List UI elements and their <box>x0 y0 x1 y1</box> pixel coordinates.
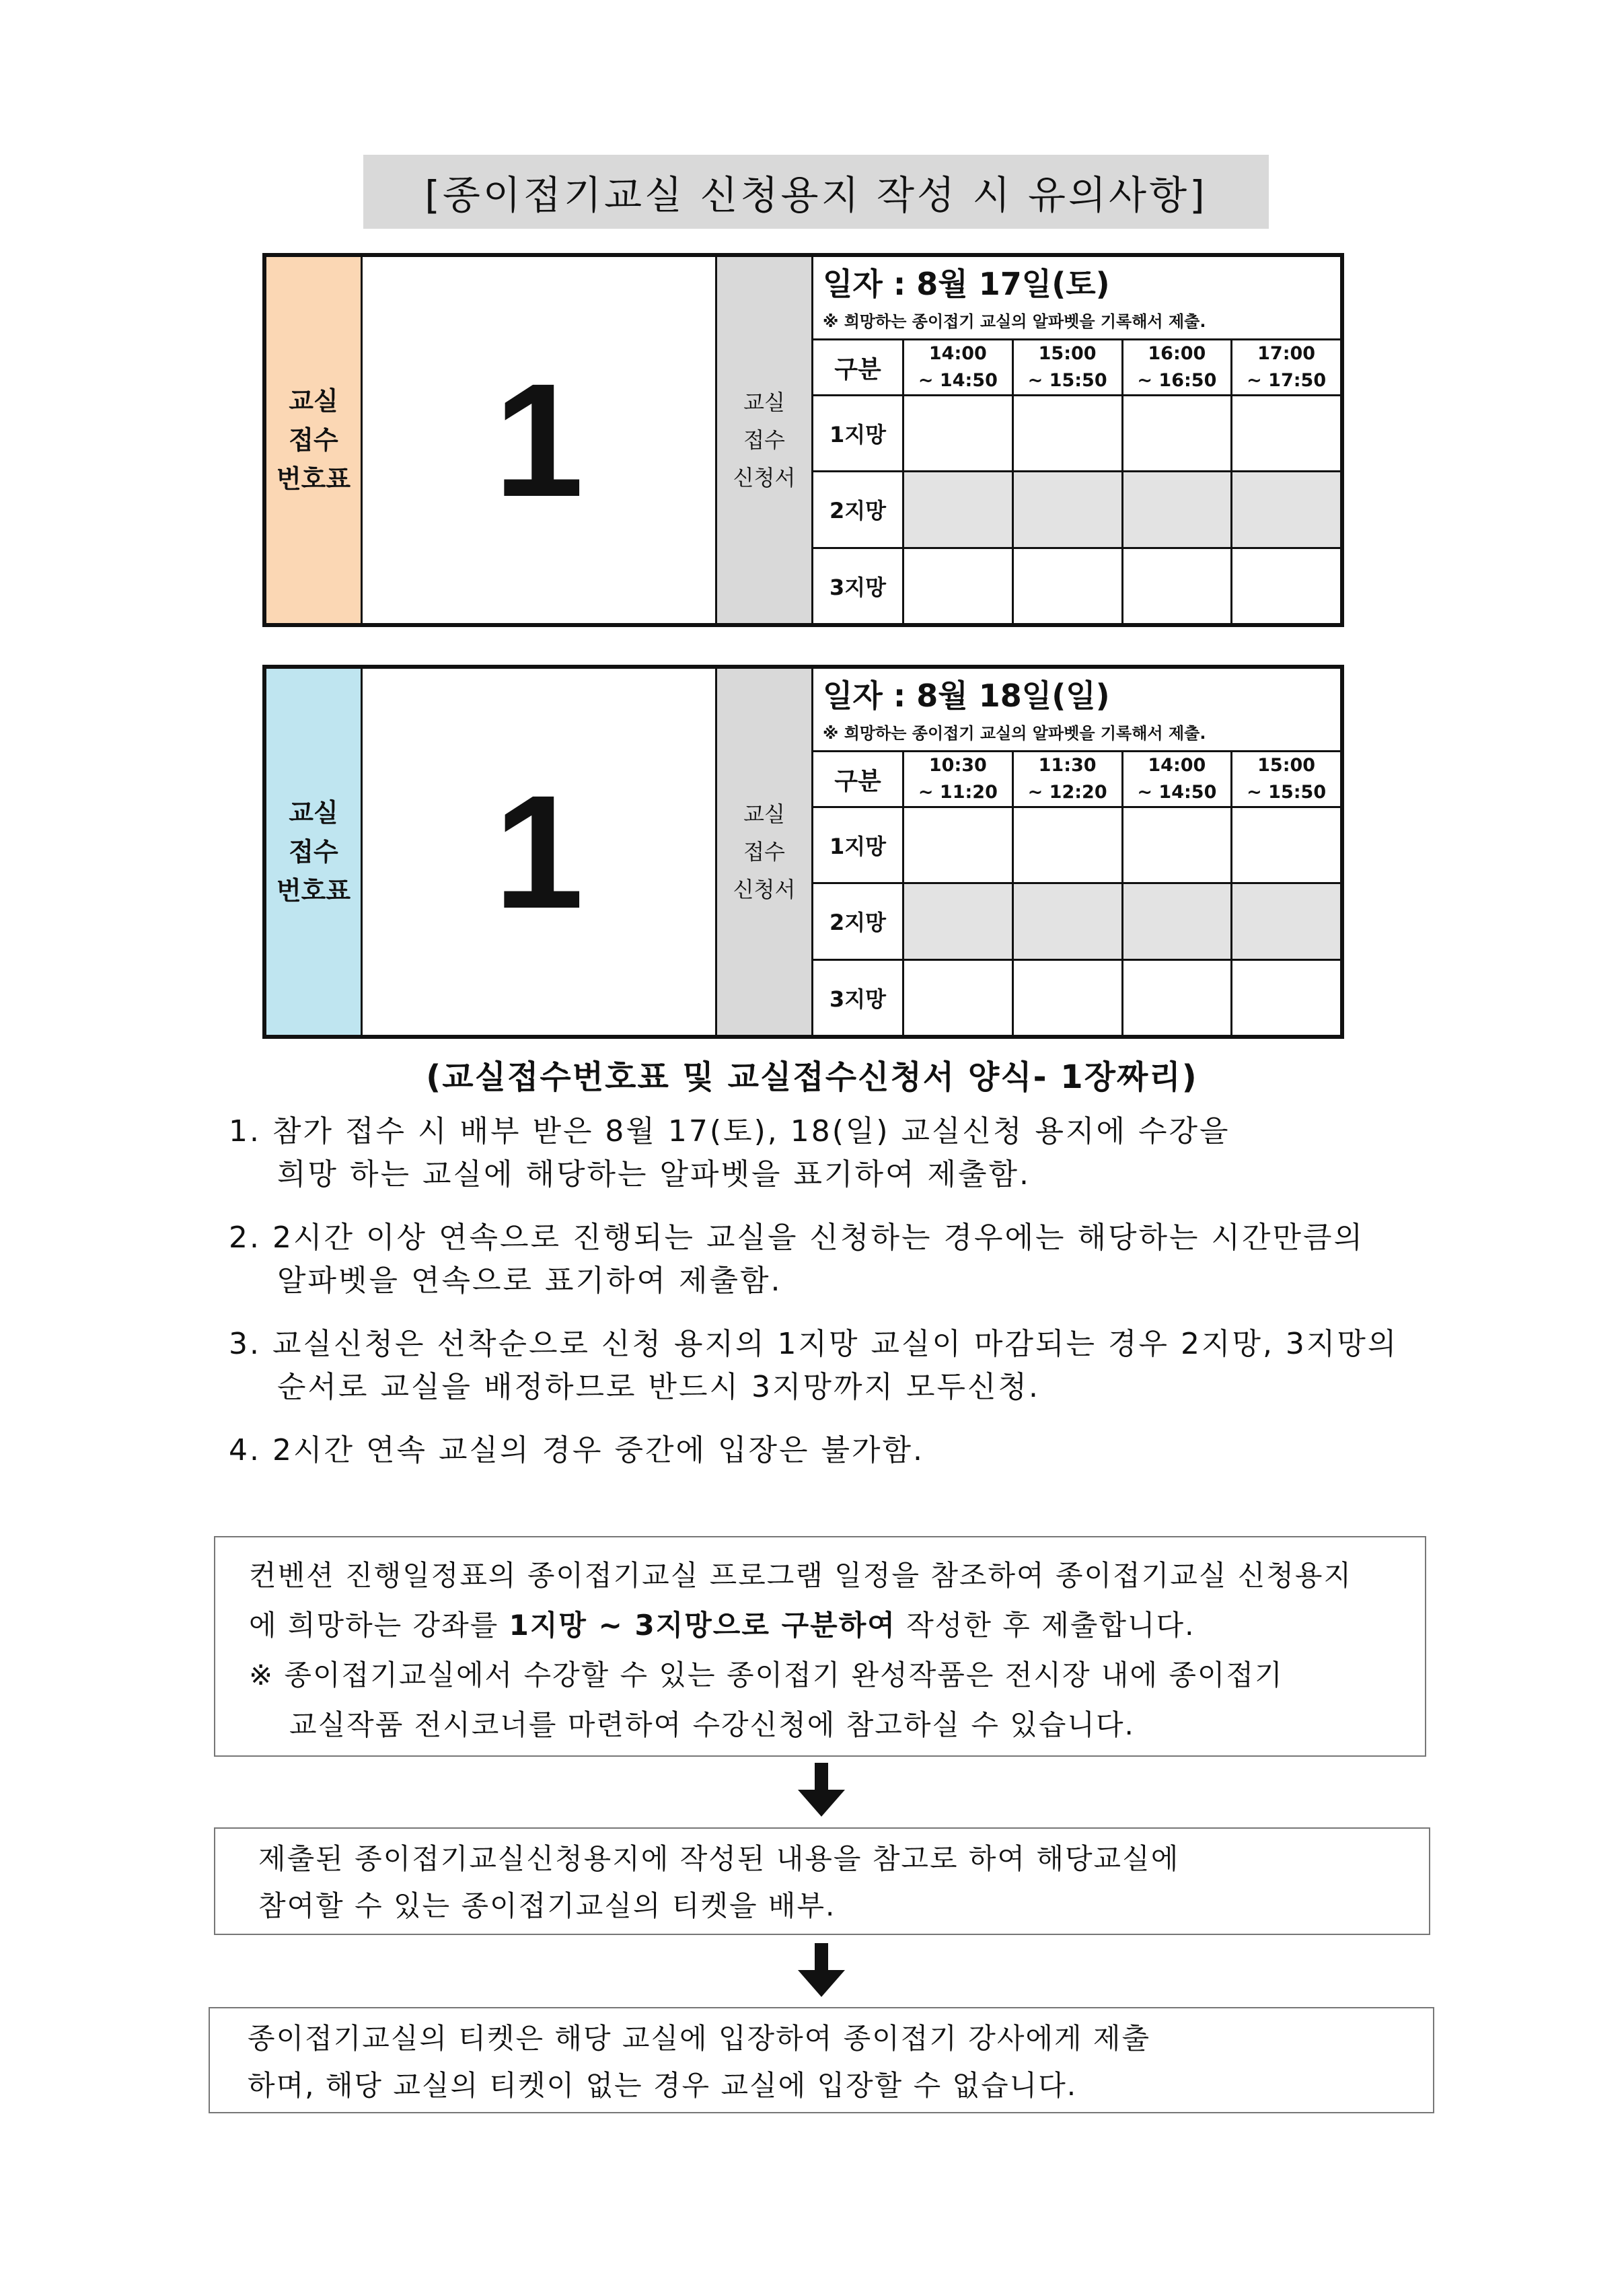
choice-table <box>813 340 1340 623</box>
header-label: 구분 <box>813 340 904 394</box>
application-form-day1 <box>262 253 1344 627</box>
time-slot-header <box>904 340 1014 394</box>
ticket-number-label <box>266 257 363 623</box>
step-line: 종이접기교실의 티켓은 해당 교실에 입장하여 종이접기 강사에게 제출 <box>248 2022 1151 2055</box>
application-label <box>717 669 813 1035</box>
band-line: 접수 <box>289 837 338 867</box>
time-slot-header <box>1123 752 1233 806</box>
notice-line: 4. 2시간 연속 교실의 경우 중간에 입장은 불가함. <box>229 1433 924 1467</box>
entry-cell[interactable] <box>1232 472 1340 546</box>
date-label: 일자 : 8월 17일(토) <box>823 266 1110 302</box>
schedule-grid <box>813 257 1340 623</box>
entry-cell[interactable] <box>1123 808 1233 882</box>
instruction-note: ※ 희망하는 종이접기 교실의 알파벳을 기록해서 제출. <box>823 723 1206 743</box>
choice-label: 3지망 <box>813 549 904 623</box>
choice-row-1 <box>813 808 1340 884</box>
application-label <box>717 257 813 623</box>
choice-table <box>813 752 1340 1035</box>
app-line: 신청서 <box>733 465 796 490</box>
notice-item <box>229 1429 1426 1472</box>
time-start: 11:30 <box>1038 755 1097 776</box>
time-start: 14:00 <box>928 343 987 364</box>
notice-line: 2. 2시간 이상 연속으로 진행되는 교실을 신청하는 경우에는 해당하는 시간만큼의 <box>229 1221 1364 1255</box>
time-slot-header <box>904 752 1014 806</box>
choice-row-2 <box>813 884 1340 960</box>
choice-label: 2지망 <box>813 472 904 546</box>
entry-cell[interactable] <box>1232 808 1340 882</box>
step-line: 제출된 종이접기교실신청용지에 작성된 내용을 참고로 하여 해당교실에 <box>258 1842 1180 1875</box>
time-end: ~ 14:50 <box>1137 782 1217 803</box>
time-end: ~ 16:50 <box>1137 370 1217 391</box>
entry-cell[interactable] <box>1123 549 1233 623</box>
arrow-down-icon <box>798 1763 845 1817</box>
entry-cell[interactable] <box>904 396 1014 470</box>
choice-row-2 <box>813 472 1340 548</box>
notice-item <box>229 1216 1426 1303</box>
date-block <box>813 669 1340 752</box>
notice-item <box>229 1323 1426 1409</box>
time-start: 17:00 <box>1257 343 1316 364</box>
time-end: ~ 15:50 <box>1247 782 1327 803</box>
entry-cell[interactable] <box>1123 884 1233 958</box>
app-line: 접수 <box>743 427 785 453</box>
date-block <box>813 257 1340 340</box>
procedure-step-2 <box>214 1827 1430 1935</box>
entry-cell[interactable] <box>1014 884 1123 958</box>
time-start: 15:00 <box>1038 343 1097 364</box>
time-start: 16:00 <box>1148 343 1206 364</box>
step-line: 교실작품 전시코너를 마련하여 수강신청에 참고하실 수 있습니다. <box>289 1708 1135 1741</box>
procedure-step-3 <box>209 2007 1434 2113</box>
band-line: 번호표 <box>276 876 351 906</box>
entry-cell[interactable] <box>1014 961 1123 1035</box>
time-slot-header <box>1232 752 1340 806</box>
ticket-number: 1 <box>363 669 717 1035</box>
step-emphasis: 1지망 ~ 3지망으로 구분하여 <box>509 1609 896 1642</box>
notice-item <box>229 1110 1426 1196</box>
arrow-down-icon <box>798 1943 845 1997</box>
entry-cell[interactable] <box>1232 396 1340 470</box>
page-title: [종이접기교실 신청용지 작성 시 유의사항] <box>363 155 1269 229</box>
schedule-grid <box>813 669 1340 1035</box>
entry-cell[interactable] <box>1123 961 1233 1035</box>
step-line <box>249 1601 1391 1650</box>
time-start: 14:00 <box>1148 755 1206 776</box>
choice-label: 3지망 <box>813 961 904 1035</box>
notice-line: 희망 하는 교실에 해당하는 알파벳을 표기하여 제출함. <box>277 1157 1031 1192</box>
time-header-row <box>813 752 1340 808</box>
entry-cell[interactable] <box>1014 472 1123 546</box>
entry-cell[interactable] <box>904 549 1014 623</box>
notice-list <box>229 1110 1426 1492</box>
step-line: 하며, 해당 교실의 티켓이 없는 경우 교실에 입장할 수 없습니다. <box>248 2069 1078 2102</box>
app-line: 접수 <box>743 839 785 865</box>
time-slot-header <box>1014 752 1123 806</box>
entry-cell[interactable] <box>1232 961 1340 1035</box>
choice-label: 1지망 <box>813 808 904 882</box>
time-slot-header <box>1014 340 1123 394</box>
choice-row-3 <box>813 549 1340 623</box>
entry-cell[interactable] <box>1014 396 1123 470</box>
time-end: ~ 12:20 <box>1027 782 1107 803</box>
time-end: ~ 17:50 <box>1247 370 1327 391</box>
app-line: 교실 <box>743 390 785 415</box>
choice-label: 1지망 <box>813 396 904 470</box>
form-caption: (교실접수번호표 및 교실접수신청서 양식- 1장짜리) <box>426 1058 1198 1096</box>
time-header-row <box>813 340 1340 396</box>
entry-cell[interactable] <box>904 961 1014 1035</box>
procedure-step-1 <box>214 1536 1426 1757</box>
entry-cell[interactable] <box>1014 808 1123 882</box>
time-start: 15:00 <box>1257 755 1316 776</box>
time-end: ~ 15:50 <box>1027 370 1107 391</box>
step-line: 컨벤션 진행일정표의 종이접기교실 프로그램 일정을 참조하여 종이접기교실 신청용지 <box>249 1559 1353 1592</box>
entry-cell[interactable] <box>1232 884 1340 958</box>
time-start: 10:30 <box>928 755 987 776</box>
step-line: 참여할 수 있는 종이접기교실의 티켓을 배부. <box>258 1889 836 1922</box>
step-text: 작성한 후 제출합니다. <box>895 1609 1195 1642</box>
app-line: 신청서 <box>733 877 796 902</box>
instruction-note: ※ 희망하는 종이접기 교실의 알파벳을 기록해서 제출. <box>823 312 1206 331</box>
band-line: 교실 <box>289 386 338 416</box>
entry-cell[interactable] <box>904 472 1014 546</box>
notice-line: 3. 교실신청은 선착순으로 신청 용지의 1지망 교실이 마감되는 경우 2지망, 3지망의 <box>229 1327 1399 1361</box>
entry-cell[interactable] <box>904 808 1014 882</box>
step-line: ※ 종이접기교실에서 수강할 수 있는 종이접기 완성작품은 전시장 내에 종이접기 <box>249 1659 1284 1691</box>
time-end: ~ 14:50 <box>918 370 998 391</box>
notice-line: 알파벳을 연속으로 표기하여 제출함. <box>277 1264 782 1298</box>
time-slot-header <box>1232 340 1340 394</box>
header-label: 구분 <box>813 752 904 806</box>
ticket-number-label <box>266 669 363 1035</box>
application-form-day2 <box>262 665 1344 1039</box>
entry-cell[interactable] <box>904 884 1014 958</box>
time-end: ~ 11:20 <box>918 782 998 803</box>
time-slot-header <box>1123 340 1233 394</box>
band-line: 접수 <box>289 425 338 455</box>
entry-cell[interactable] <box>1123 472 1233 546</box>
date-label: 일자 : 8월 18일(일) <box>823 678 1110 714</box>
choice-label: 2지망 <box>813 884 904 958</box>
band-line: 교실 <box>289 798 338 828</box>
choice-row-3 <box>813 961 1340 1035</box>
band-line: 번호표 <box>276 464 351 494</box>
ticket-number: 1 <box>363 257 717 623</box>
step-text: 에 희망하는 강좌를 <box>249 1609 509 1642</box>
entry-cell[interactable] <box>1014 549 1123 623</box>
entry-cell[interactable] <box>1232 549 1340 623</box>
notice-line: 1. 참가 접수 시 배부 받은 8월 17(토), 18(일) 교실신청 용지에 수강을 <box>229 1114 1230 1149</box>
entry-cell[interactable] <box>1123 396 1233 470</box>
app-line: 교실 <box>743 801 785 827</box>
notice-line: 순서로 교실을 배정하므로 반드시 3지망까지 모두신청. <box>277 1370 1040 1404</box>
choice-row-1 <box>813 396 1340 472</box>
